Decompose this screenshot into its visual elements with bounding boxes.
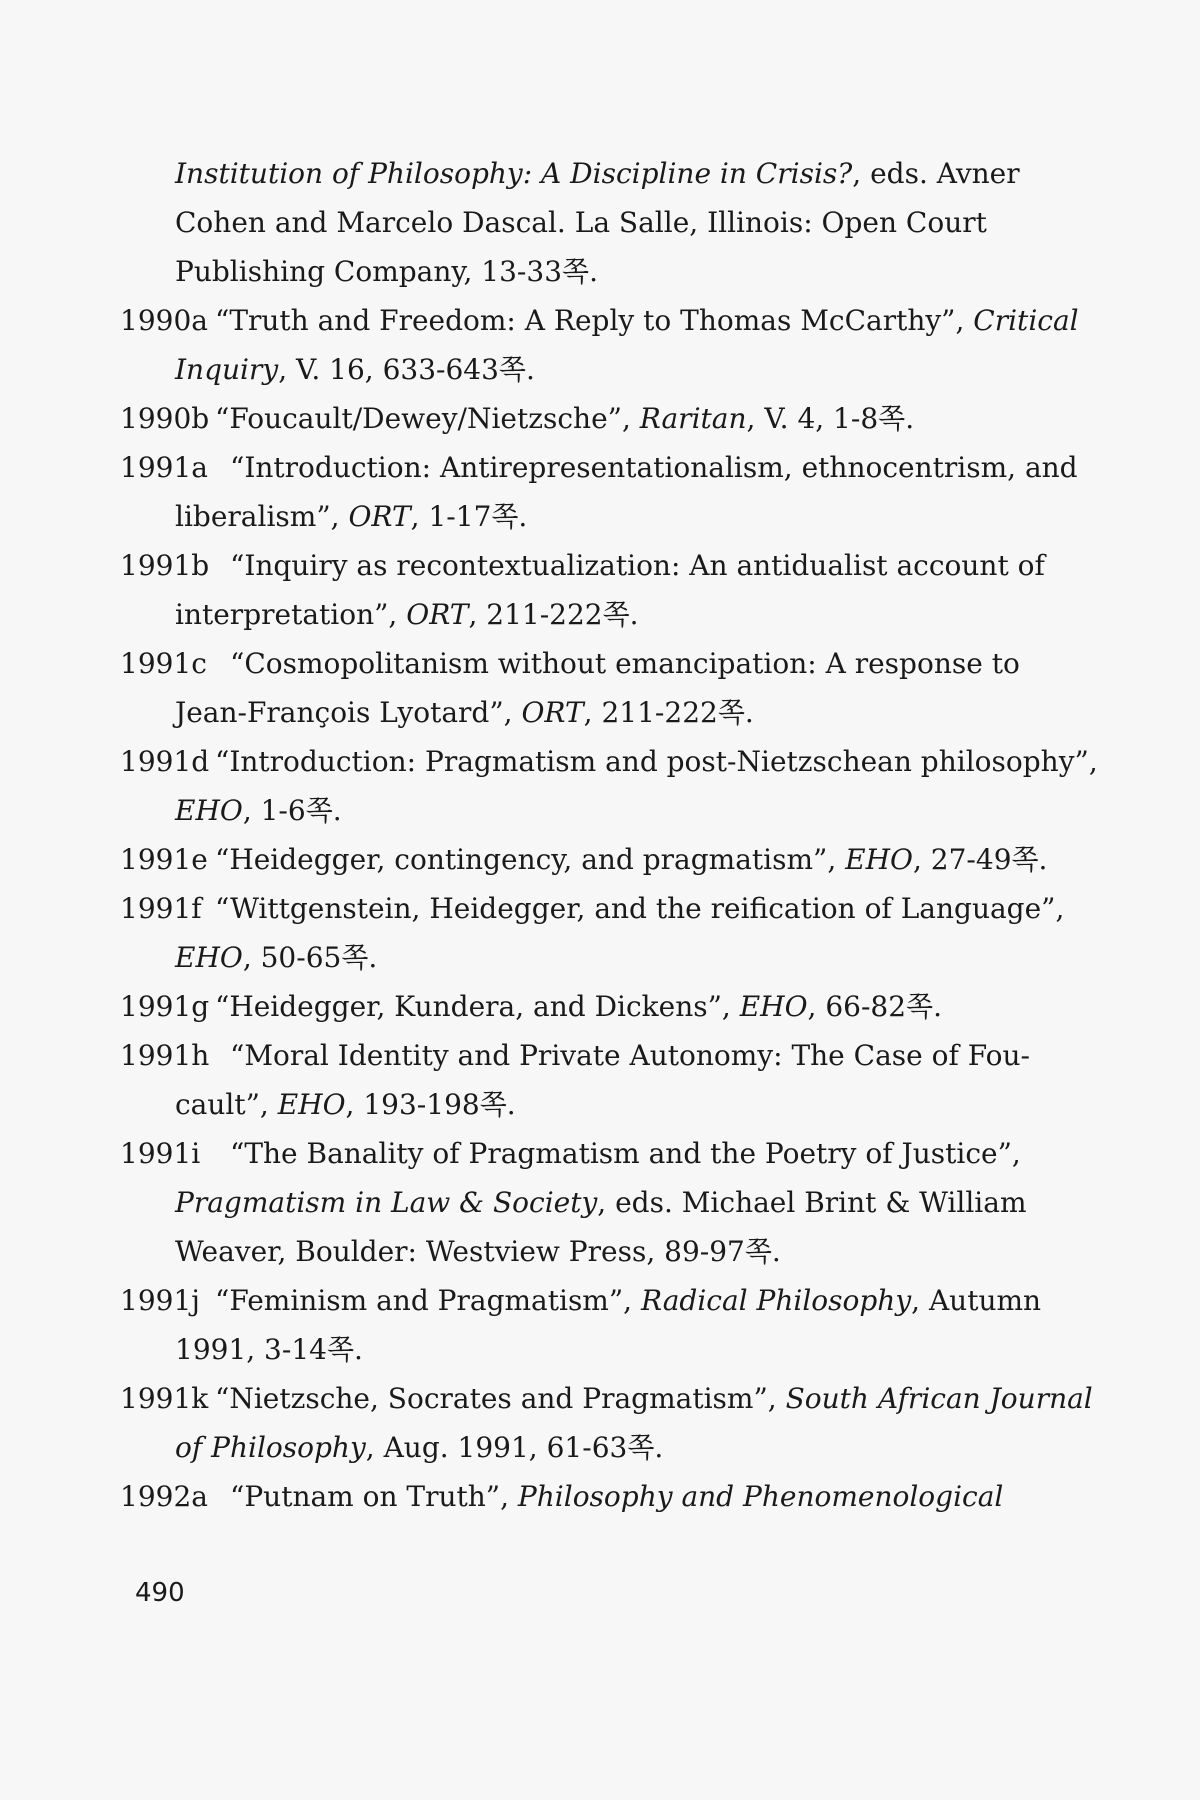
entry-key: 1991h (120, 1039, 210, 1072)
entry-key: 1991c (120, 647, 207, 680)
entry-key: 1991j (120, 1284, 200, 1317)
entry-key: 1990b (120, 402, 210, 435)
text-line-1: Institution of Philosophy: A Discipline in Crisis?, eds. Avner (175, 157, 1020, 190)
entry-1991a: 1991a “Introduction: Antirepresentationalism, ethnocentrism, and (120, 444, 980, 492)
text-line-2: Cohen and Marcelo Dascal. La Salle, Illinois: Open Court (175, 206, 987, 239)
entry-1991i: 1991i “The Banality of Pragmatism and the Poetry of Justice”, (120, 1130, 980, 1178)
text-line-27: of Philosophy, Aug. 1991, 61-63쪽. (175, 1431, 664, 1464)
entry-1991k: 1991k “Nietzsche, Socrates and Pragmatism”, South African Journal (120, 1375, 980, 1423)
text-line-12: Jean-François Lyotard”, ORT, 211-222쪽. (175, 696, 754, 729)
entry-key: 1991e (120, 843, 208, 876)
entry-1991f: 1991f “Wittgenstein, Heidegger, and the reification of Language”, (120, 885, 980, 933)
text-line-23: Weaver, Boulder: Westview Press, 89-97쪽. (175, 1235, 781, 1268)
entry-1991h: 1991h “Moral Identity and Private Autonomy: The Case of Fou- (120, 1032, 980, 1080)
entry-1991b: 1991b “Inquiry as recontextualization: An antidualist account of (120, 542, 980, 590)
entry-key: 1991d (120, 745, 210, 778)
entry-key: 1991k (120, 1382, 209, 1415)
entry-1990a: 1990a “Truth and Freedom: A Reply to Thomas McCarthy”, Critical (120, 297, 980, 345)
entry-key: 1991f (120, 892, 202, 925)
entry-1992a: 1992a “Putnam on Truth”, Philosophy and Phenomenological (120, 1473, 980, 1521)
entry-key: 1991g (120, 990, 210, 1023)
text-line-17: EHO, 50-65쪽. (175, 941, 378, 974)
entry-1991j: 1991j “Feminism and Pragmatism”, Radical Philosophy, Autumn (120, 1277, 980, 1325)
entry-1991d: 1991d “Introduction: Pragmatism and post-Nietzschean philosophy”, (120, 738, 980, 786)
text-line-8: liberalism”, ORT, 1-17쪽. (175, 500, 528, 533)
text-line-22: Pragmatism in Law & Society, eds. Michael Brint & William (175, 1186, 1027, 1219)
text-line-25: 1991, 3-14쪽. (175, 1333, 363, 1366)
italic-title: Institution of Philosophy: A Discipline in Crisis? (175, 157, 853, 190)
text-line-20: cault”, EHO, 193-198쪽. (175, 1088, 516, 1121)
entry-key: 1992a (120, 1480, 208, 1513)
entry-key: 1991i (120, 1137, 201, 1170)
entry-1990b: 1990b “Foucault/Dewey/Nietzsche”, Raritan, V. 4, 1-8쪽. (120, 395, 980, 443)
entry-1991e: 1991e “Heidegger, contingency, and pragmatism”, EHO, 27-49쪽. (120, 836, 980, 884)
text-line-3: Publishing Company, 13-33쪽. (175, 255, 598, 288)
text-line-5: Inquiry, V. 16, 633-643쪽. (175, 353, 535, 386)
text-line-10: interpretation”, ORT, 211-222쪽. (175, 598, 639, 631)
entry-key: 1991b (120, 549, 210, 582)
text-line-14: EHO, 1-6쪽. (175, 794, 342, 827)
entry-1991c: 1991c “Cosmopolitanism without emancipation: A response to (120, 640, 980, 688)
entry-1991g: 1991g “Heidegger, Kundera, and Dickens”, EHO, 66-82쪽. (120, 983, 980, 1031)
entry-key: 1990a (120, 304, 208, 337)
page-number: 490 (135, 1578, 185, 1608)
entry-key: 1991a (120, 451, 208, 484)
